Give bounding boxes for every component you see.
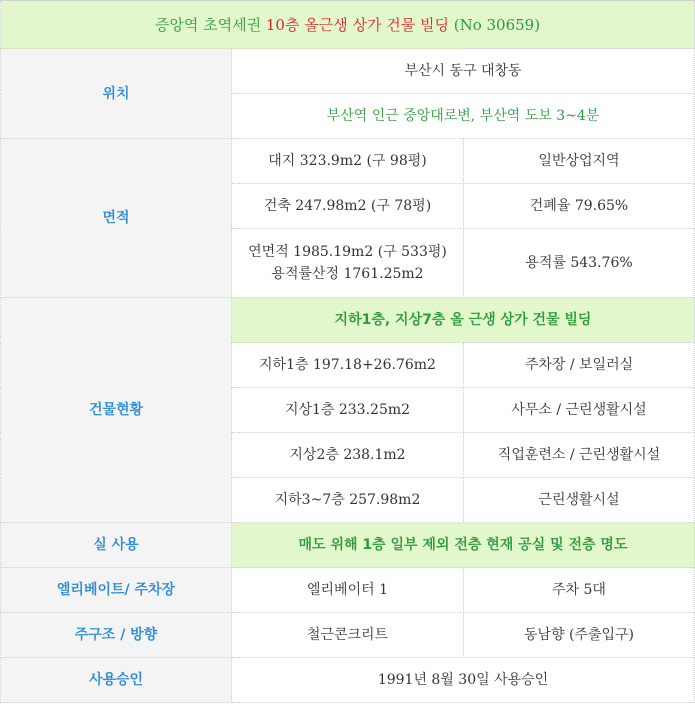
elevator-label: 엘리베이트/ 주차장: [1, 568, 232, 613]
status-header-row: [1, 298, 695, 343]
elevator-count: 엘리베이터 1: [232, 568, 464, 613]
use-1: 사무소 / 근린생활시설: [464, 388, 695, 433]
page-title: [1, 1, 695, 49]
title-part-3: (No 30659): [448, 15, 541, 34]
land-area: 대지 323.9m2 (구 98평): [232, 139, 464, 184]
status-label: 건물현황: [1, 298, 232, 523]
actual-use-value: 매도 위해 1층 일부 제외 전층 현재 공실 및 전층 명도: [232, 523, 695, 568]
approval-date: 1991년 8월 30일 사용승인: [232, 658, 695, 703]
coverage-ratio: 건폐율 79.65%: [464, 184, 695, 229]
structure-label: 주구조 / 방향: [1, 613, 232, 658]
status-header: 지하1층, 지상7층 올 근생 상가 건물 빌딩: [232, 298, 695, 343]
actual-use-row: [1, 523, 695, 568]
area-label: 면적: [1, 139, 232, 298]
title-part-1: 증앙역 초역세권: [154, 15, 266, 34]
floor-1: 지상1층 233.25m2: [232, 388, 464, 433]
floor-b1: 지하1층 197.18+26.76m2: [232, 343, 464, 388]
structure-row: [1, 613, 695, 658]
actual-use-label: 실 사용: [1, 523, 232, 568]
floor-area: [232, 229, 464, 298]
use-b1: 주차장 / 보일러실: [464, 343, 695, 388]
title-row: [1, 1, 695, 49]
floor-area-line-1: 연면적 1985.19m2 (구 533평): [248, 244, 447, 260]
elevator-row: [1, 568, 695, 613]
location-note: 부산역 인근 중앙대로변, 부산역 도보 3~4분: [232, 94, 695, 139]
floor-area-ratio: 용적률 543.76%: [464, 229, 695, 298]
location-row-1: [1, 49, 695, 94]
approval-label: 사용승인: [1, 658, 232, 703]
floor-area-line-2: 용적률산정 1761.25m2: [271, 266, 424, 282]
structure-type: 철근콘크리트: [232, 613, 464, 658]
building-area: 건축 247.98m2 (구 78평): [232, 184, 464, 229]
location-address: 부산시 동구 대창동: [232, 49, 695, 94]
location-label: 위치: [1, 49, 232, 139]
floor-3-7: 지하3~7층 257.98m2: [232, 478, 464, 523]
use-2: 직업훈련소 / 근린생활시설: [464, 433, 695, 478]
area-row-1: [1, 139, 695, 184]
floor-2: 지상2층 238.1m2: [232, 433, 464, 478]
use-3-7: 근린생활시설: [464, 478, 695, 523]
approval-row: [1, 658, 695, 703]
parking-count: 주차 5대: [464, 568, 695, 613]
title-part-2: 10층 올근생 상가 건물 빌딩: [265, 15, 449, 34]
direction: 동남향 (주출입구): [464, 613, 695, 658]
zoning: 일반상업지역: [464, 139, 695, 184]
